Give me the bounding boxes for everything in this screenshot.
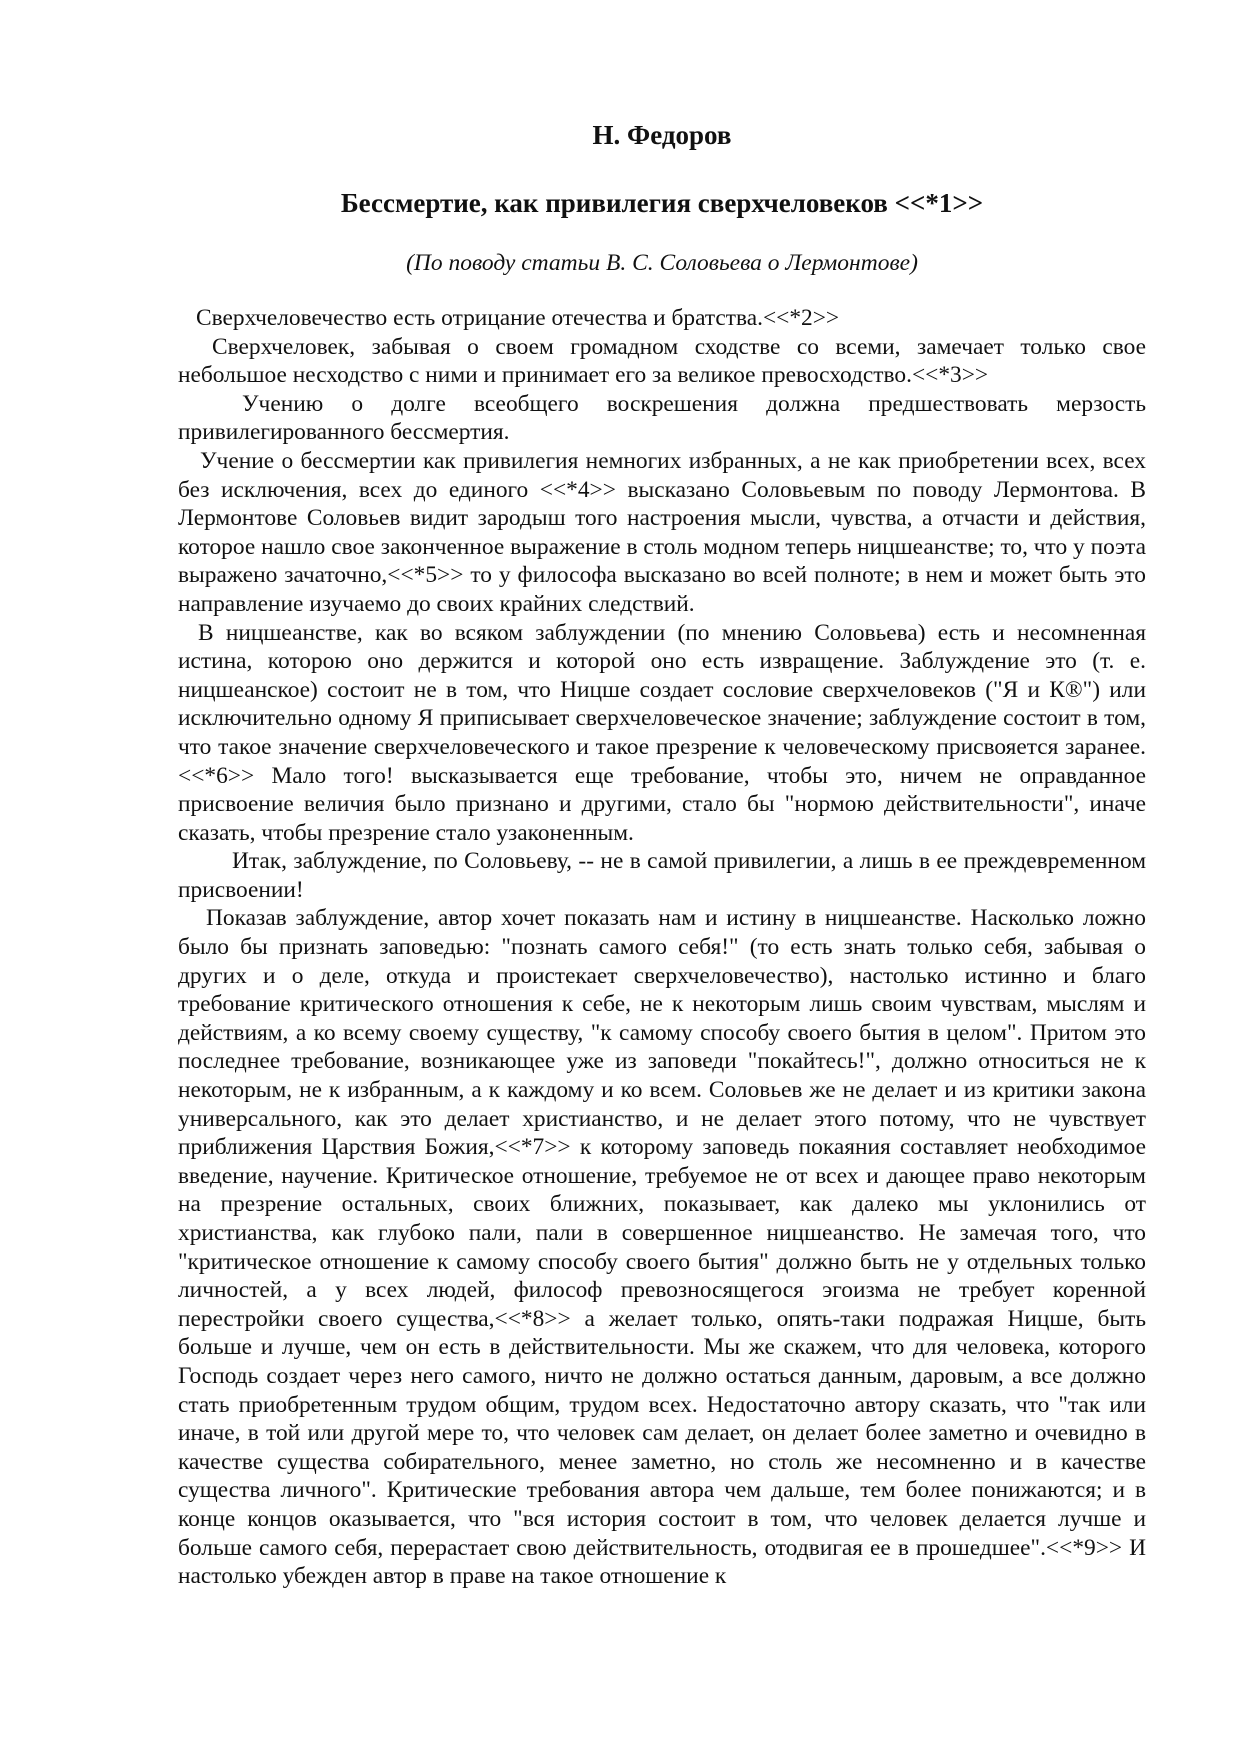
paragraph: Сверхчеловечество есть отрицание отечества и братства.<<*2>> — [196, 305, 840, 331]
document-page — [178, 0, 1146, 1755]
paragraph: Сверхчеловек, забывая о своем громадном сходстве со всеми, замечает только свое небольшое несходство с ними и принимает его за великое превосходство.<<*3>> — [178, 333, 1146, 389]
paragraph: Учению о долге всеобщего воскрешения должна предшествовать мерзость привилегированного бессмертия. — [178, 390, 1146, 446]
paragraph: В ницшеанстве, как во всяком заблуждении (по мнению Соловьева) есть и несомненная истина, которою оно держится и которой оно есть извращение. Заблуждение это (т. е. ницшеанское) состоит не в том, что Ницше создает сословие сверхчеловеков ("Я и К®") или исключительно одному Я приписывает сверхчеловеческое значение; заблуждение состоит в том, что такое значение сверхчеловеческого и такое презрение к человеческому присвояется заранее.<<*6>> Мало того! высказывается еще требование, чтобы это, ничем не оправданное присвоение величия было признано и другими, стало бы "нормою действительности", иначе сказать, чтобы презрение стало узаконенным. — [178, 619, 1146, 846]
paragraph: Учение о бессмертии как привилегия немногих избранных, а не как приобретении всех, всех без исключения, всех до единого <<*4>> высказано Соловьевым по поводу Лермонтова. В Лермонтове Соловьев видит зародыш того настроения мысли, чувства, а отчасти и действия, которое нашло свое законченное выражение в столь модном теперь ницшеанстве; то, что у поэта выражено зачаточно,<<*5>> то у философа высказано во всей полноте; в нем и может быть это направление изучаемо до своих крайних следствий. — [178, 447, 1146, 617]
author-name: Н. Федоров — [592, 120, 732, 150]
paragraph: Итак, заблуждение, по Соловьеву, -- не в самой привилегии, а лишь в ее преждевременном присвоении! — [178, 848, 1146, 903]
paragraph: Показав заблуждение, автор хочет показать нам и истину в ницшеанстве. Насколько ложно было бы признать заповедью: "познать самого себя!" (то есть знать только себя, забывая о других и о деле, откуда и проистекает сверхчеловечество), настолько истинно и благо требование критического отношения к себе, не к некоторым лишь своим чувствам, мыслям и действиям, а ко всему своему существу, "к самому способу своего бытия в целом". Притом это последнее требование, возникающее уже из заповеди "покайтесь!", должно относиться не к некоторым, не к избранным, а к каждому и ко всем. Соловьев же не делает и из критики закона универсального, как это делает христианство, и не делает этого потому, что не чувствует приближения Царствия Божия,<<*7>> к которому заповедь покаяния составляет необходимое введение, научение. Критическое отношение, требуемое не от всех и дающее право некоторым на презрение остальных, своих ближних, показывает, как далеко мы уклонились от христианства, как глубоко пали, пали в совершенное ницшеанство. Не замечая того, что "критическое отношение к самому способу своего бытия" должно быть не у отдельных только личностей, а у всех людей, философ превозносящегося эгоизма не требует коренной перестройки своего существа,<<*8>> а желает только, опять-таки подражая Ницше, быть больше и лучше, чем он есть в действительности. Мы же скажем, что для человека, которого Господь создает через него самого, ничто не должно остаться данным, даровым, а все должно стать приобретенным трудом общим, трудом всех. Недостаточно автору сказать, что "так или иначе, в той или другой мере то, что человек сам делает, он делает более заметно и очевидно в качестве существа собирательного, менее заметно, но столь же несомненно и в качестве существа личного". Критические требования автора чем дальше, тем более понижаются; и в конце концов оказывается, что "вся история состоит в том, что человек делается лучше и больше самого себя, перерастает свою действительность, отодвигая ее в прошедшее".<<*9>> И настолько убежден автор в праве на такое отношение к — [178, 905, 1146, 1590]
article-title: Бессмертие, как привилегия сверхчеловеков <<*1>> — [340, 188, 984, 218]
article-body — [178, 304, 1146, 1591]
article-subtitle: (По поводу статьи В. С. Соловьева о Лермонтове) — [406, 250, 918, 276]
